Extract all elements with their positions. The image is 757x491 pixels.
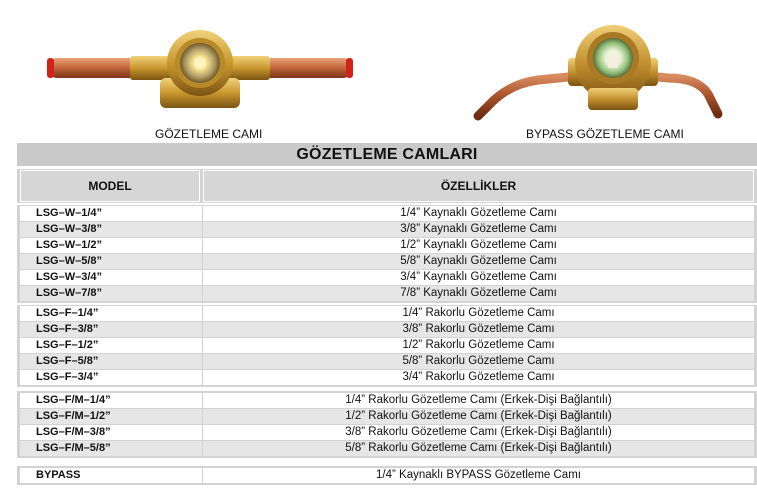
table-group-flare bbox=[17, 305, 757, 387]
spec-cell: 1/4” Kaynaklı Gözetleme Camı bbox=[203, 206, 754, 221]
spec-cell: 3/4” Kaynaklı Gözetleme Camı bbox=[203, 270, 754, 285]
spec-cell: 1/2” Kaynaklı Gözetleme Camı bbox=[203, 238, 754, 253]
model-cell: LSG–F–1/2” bbox=[20, 338, 202, 353]
model-cell: BYPASS bbox=[20, 468, 202, 483]
spec-cell: 1/2” Rakorlu Gözetleme Camı bbox=[203, 338, 754, 353]
table-group-flare-male-female bbox=[17, 391, 757, 458]
model-cell: LSG–W–5/8” bbox=[20, 254, 202, 269]
model-cell: LSG–F/M–1/2” bbox=[20, 409, 202, 424]
table-row bbox=[17, 238, 757, 254]
spec-cell: 1/4” Rakorlu Gözetleme Camı bbox=[203, 306, 754, 321]
table-row bbox=[17, 393, 757, 409]
model-cell: LSG–W–1/4” bbox=[20, 206, 202, 221]
table-row bbox=[17, 409, 757, 425]
table-group-bypass bbox=[17, 466, 757, 485]
table-row bbox=[17, 286, 757, 302]
product-caption-sight-glass: GÖZETLEME CAMI bbox=[155, 127, 263, 141]
column-header-spec: ÖZELLİKLER bbox=[203, 170, 754, 202]
table-row bbox=[17, 370, 757, 386]
table-row bbox=[17, 441, 757, 457]
model-cell: LSG–W–7/8” bbox=[20, 286, 202, 301]
model-cell: LSG–F/M–3/8” bbox=[20, 425, 202, 440]
model-cell: LSG–W–3/8” bbox=[20, 222, 202, 237]
model-cell: LSG–F/M–1/4” bbox=[20, 393, 202, 408]
table-row bbox=[17, 322, 757, 338]
table-row bbox=[17, 425, 757, 441]
table-title: GÖZETLEME CAMLARI bbox=[296, 146, 478, 163]
table-row bbox=[17, 338, 757, 354]
table-row bbox=[17, 254, 757, 270]
spec-cell: 3/8” Kaynaklı Gözetleme Camı bbox=[203, 222, 754, 237]
model-cell: LSG–F–5/8” bbox=[20, 354, 202, 369]
spec-cell: 3/8” Rakorlu Gözetleme Camı (Erkek-Dişi Bağlantılı) bbox=[203, 425, 754, 440]
model-cell: LSG–F/M–5/8” bbox=[20, 441, 202, 456]
table-row bbox=[17, 306, 757, 322]
model-cell: LSG–W–3/4” bbox=[20, 270, 202, 285]
spec-cell: 5/8” Rakorlu Gözetleme Camı bbox=[203, 354, 754, 369]
table-row bbox=[17, 222, 757, 238]
table-row bbox=[17, 468, 757, 484]
spec-cell: 3/4” Rakorlu Gözetleme Camı bbox=[203, 370, 754, 385]
table-row bbox=[17, 206, 757, 222]
spec-cell: 5/8” Kaynaklı Gözetleme Camı bbox=[203, 254, 754, 269]
sight-glass-image bbox=[45, 28, 355, 120]
column-header-model: MODEL bbox=[20, 170, 200, 202]
spec-cell: 3/8” Rakorlu Gözetleme Camı bbox=[203, 322, 754, 337]
spec-cell: 1/2” Rakorlu Gözetleme Camı (Erkek-Dişi Bağlantılı) bbox=[203, 409, 754, 424]
product-caption-bypass: BYPASS GÖZETLEME CAMI bbox=[526, 127, 684, 141]
spec-cell: 1/4” Kaynaklı BYPASS Gözetleme Camı bbox=[203, 468, 754, 483]
spec-cell: 5/8” Rakorlu Gözetleme Camı (Erkek-Dişi Bağlantılı) bbox=[203, 441, 754, 456]
table-row bbox=[17, 354, 757, 370]
table-title-bar bbox=[17, 143, 757, 166]
model-cell: LSG–F–3/4” bbox=[20, 370, 202, 385]
bypass-sight-glass-image bbox=[468, 18, 738, 126]
table-row bbox=[17, 270, 757, 286]
model-cell: LSG–F–1/4” bbox=[20, 306, 202, 321]
spec-cell: 1/4” Rakorlu Gözetleme Camı (Erkek-Dişi Bağlantılı) bbox=[203, 393, 754, 408]
model-cell: LSG–F–3/8” bbox=[20, 322, 202, 337]
table-group-welded bbox=[17, 205, 757, 303]
table-header bbox=[17, 169, 757, 203]
model-cell: LSG–W–1/2” bbox=[20, 238, 202, 253]
spec-cell: 7/8” Kaynaklı Gözetleme Camı bbox=[203, 286, 754, 301]
